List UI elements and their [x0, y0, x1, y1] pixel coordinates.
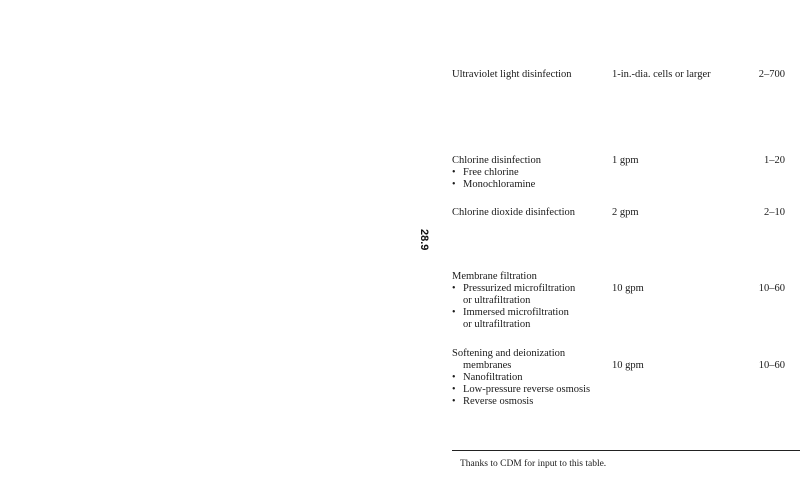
process-subitem: • Immersed microfiltration [452, 307, 575, 319]
page-number: 28.9 [418, 229, 430, 251]
range-cell: 2–700 [758, 69, 785, 80]
process-cell [452, 348, 590, 408]
process-name: Chlorine disinfection [452, 155, 541, 166]
process-subitem: • Free chlorine [452, 167, 541, 179]
process-name: Ultraviolet light disinfection [452, 69, 572, 80]
process-cell [452, 207, 575, 219]
range-cell: 10–60 [758, 360, 785, 371]
table-footnote: Thanks to CDM for input to this table. [460, 459, 607, 469]
size-cell: 1-in.-dia. cells or larger [612, 69, 711, 80]
range-cell: 2–10 [764, 207, 785, 218]
table-bottom-rule [452, 450, 800, 451]
range-cell: 10–60 [758, 283, 785, 294]
process-cell [452, 155, 541, 191]
range-cell: 1–20 [764, 155, 785, 166]
process-subitem: • Low-pressure reverse osmosis [452, 384, 590, 396]
process-subitem-continuation: or ultrafiltration [463, 319, 531, 330]
process-name: Softening and deionization [452, 348, 566, 359]
process-subitem: • Monochloramine [452, 179, 541, 191]
process-cell [452, 271, 575, 331]
size-cell: 1 gpm [612, 155, 639, 166]
size-cell: 10 gpm [612, 283, 644, 294]
process-subitem-continuation: or ultrafiltration [463, 295, 531, 306]
process-name: Membrane filtration [452, 271, 537, 282]
process-subitem: • Reverse osmosis [452, 396, 590, 408]
size-cell: 10 gpm [612, 360, 644, 371]
process-name-continuation: membranes [463, 360, 512, 371]
process-subitem: • Nanofiltration [452, 372, 590, 384]
process-subitem: • Pressurized microfiltration [452, 283, 575, 295]
size-cell: 2 gpm [612, 207, 639, 218]
process-cell [452, 69, 572, 81]
process-name: Chlorine dioxide disinfection [452, 207, 576, 218]
